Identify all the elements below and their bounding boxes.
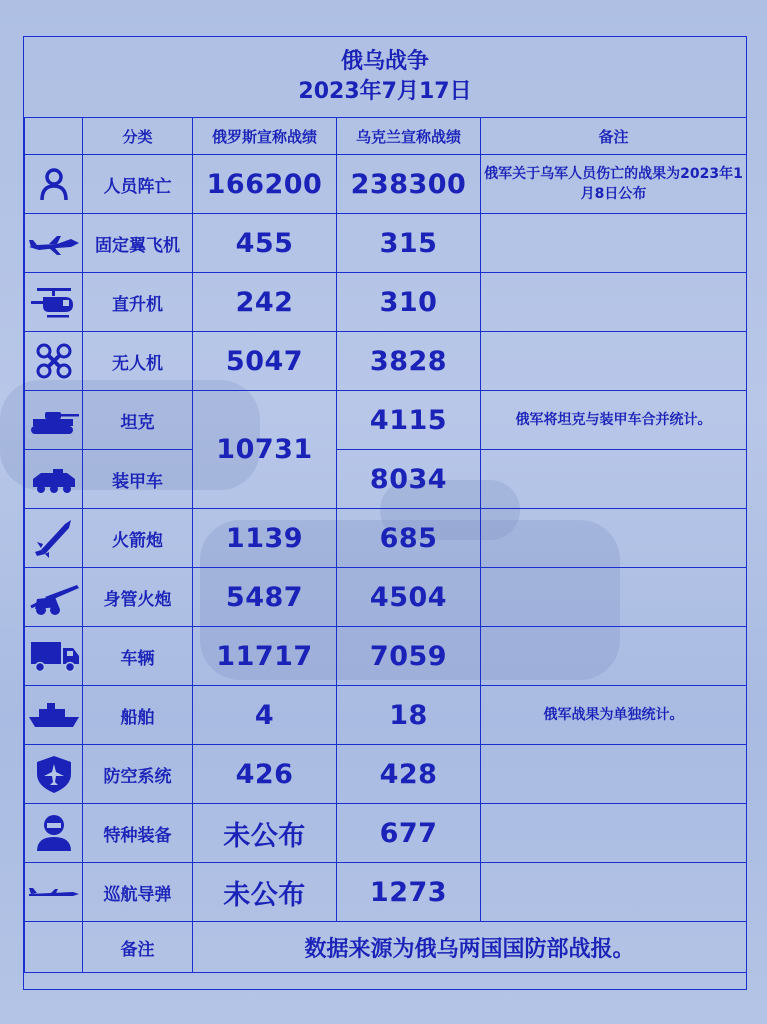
russia-value: 未公布	[193, 804, 337, 863]
russia-value: 166200	[193, 155, 337, 214]
table-row	[25, 804, 747, 863]
stats-table	[24, 117, 747, 973]
fixed-wing-aircraft-icon	[25, 214, 83, 273]
russia-value: 426	[193, 745, 337, 804]
header-category: 分类	[83, 118, 193, 155]
ukraine-value: 315	[337, 214, 481, 273]
russia-value: 1139	[193, 509, 337, 568]
note-text	[481, 273, 747, 332]
category-label: 直升机	[83, 273, 193, 332]
russia-value: 4	[193, 686, 337, 745]
russia-value: 5487	[193, 568, 337, 627]
category-label: 防空系统	[83, 745, 193, 804]
note-text: 俄军将坦克与装甲车合并统计。	[481, 391, 747, 450]
ukraine-value: 677	[337, 804, 481, 863]
artillery-icon	[25, 568, 83, 627]
note-text	[481, 745, 747, 804]
ukraine-value: 238300	[337, 155, 481, 214]
armored-vehicle-icon	[25, 450, 83, 509]
header-icon-cell	[25, 118, 83, 155]
truck-icon	[25, 627, 83, 686]
category-label: 坦克	[83, 391, 193, 450]
stats-table-frame	[23, 36, 747, 990]
header-ukraine: 乌克兰宣称战绩	[337, 118, 481, 155]
table-row	[25, 686, 747, 745]
table-row	[25, 214, 747, 273]
note-text	[481, 214, 747, 273]
ukraine-value: 7059	[337, 627, 481, 686]
note-text	[481, 804, 747, 863]
cruise-missile-icon	[25, 863, 83, 922]
rocket-icon	[25, 509, 83, 568]
footer-row	[25, 922, 747, 973]
russia-value: 11717	[193, 627, 337, 686]
note-text	[481, 863, 747, 922]
header-russia: 俄罗斯宣称战绩	[193, 118, 337, 155]
note-text	[481, 568, 747, 627]
table-row	[25, 155, 747, 214]
tank-icon	[25, 391, 83, 450]
helicopter-icon	[25, 273, 83, 332]
ship-icon	[25, 686, 83, 745]
category-label: 船舶	[83, 686, 193, 745]
category-label: 车辆	[83, 627, 193, 686]
table-row	[25, 568, 747, 627]
russia-value: 未公布	[193, 863, 337, 922]
ukraine-value: 8034	[337, 450, 481, 509]
table-row	[25, 863, 747, 922]
note-text: 俄军战果为单独统计。	[481, 686, 747, 745]
russia-value: 242	[193, 273, 337, 332]
table-row	[25, 509, 747, 568]
category-label: 身管火炮	[83, 568, 193, 627]
ukraine-value: 1273	[337, 863, 481, 922]
note-text	[481, 450, 747, 509]
table-row	[25, 745, 747, 804]
special-equipment-icon	[25, 804, 83, 863]
table-row	[25, 450, 747, 509]
russia-value-combined: 10731	[193, 391, 337, 509]
title-main: 俄乌战争	[340, 49, 429, 74]
table-row	[25, 627, 747, 686]
ukraine-value: 685	[337, 509, 481, 568]
category-label: 巡航导弹	[83, 863, 193, 922]
header-note: 备注	[481, 118, 747, 155]
footer-source-note: 数据来源为俄乌两国国防部战报。	[193, 922, 747, 973]
category-label: 特种装备	[83, 804, 193, 863]
footer-label: 备注	[83, 922, 193, 973]
footer-icon-cell	[25, 922, 83, 973]
category-label: 固定翼飞机	[83, 214, 193, 273]
ukraine-value: 3828	[337, 332, 481, 391]
note-text	[481, 627, 747, 686]
table-row	[25, 391, 747, 450]
ukraine-value: 428	[337, 745, 481, 804]
title-block	[24, 37, 746, 118]
ukraine-value: 4504	[337, 568, 481, 627]
russia-value: 5047	[193, 332, 337, 391]
note-text	[481, 332, 747, 391]
table-header-row	[25, 118, 747, 155]
note-text	[481, 509, 747, 568]
russia-value: 455	[193, 214, 337, 273]
ukraine-value: 18	[337, 686, 481, 745]
air-defense-shield-icon	[25, 745, 83, 804]
note-text: 俄军关于乌军人员伤亡的战果为2023年1月8日公布	[481, 155, 747, 214]
category-label: 无人机	[83, 332, 193, 391]
person-icon	[25, 155, 83, 214]
table-row	[25, 332, 747, 391]
drone-icon	[25, 332, 83, 391]
ukraine-value: 310	[337, 273, 481, 332]
title-date: 2023年7月17日	[298, 79, 472, 104]
table-row	[25, 273, 747, 332]
ukraine-value: 4115	[337, 391, 481, 450]
category-label: 火箭炮	[83, 509, 193, 568]
category-label: 人员阵亡	[83, 155, 193, 214]
category-label: 装甲车	[83, 450, 193, 509]
